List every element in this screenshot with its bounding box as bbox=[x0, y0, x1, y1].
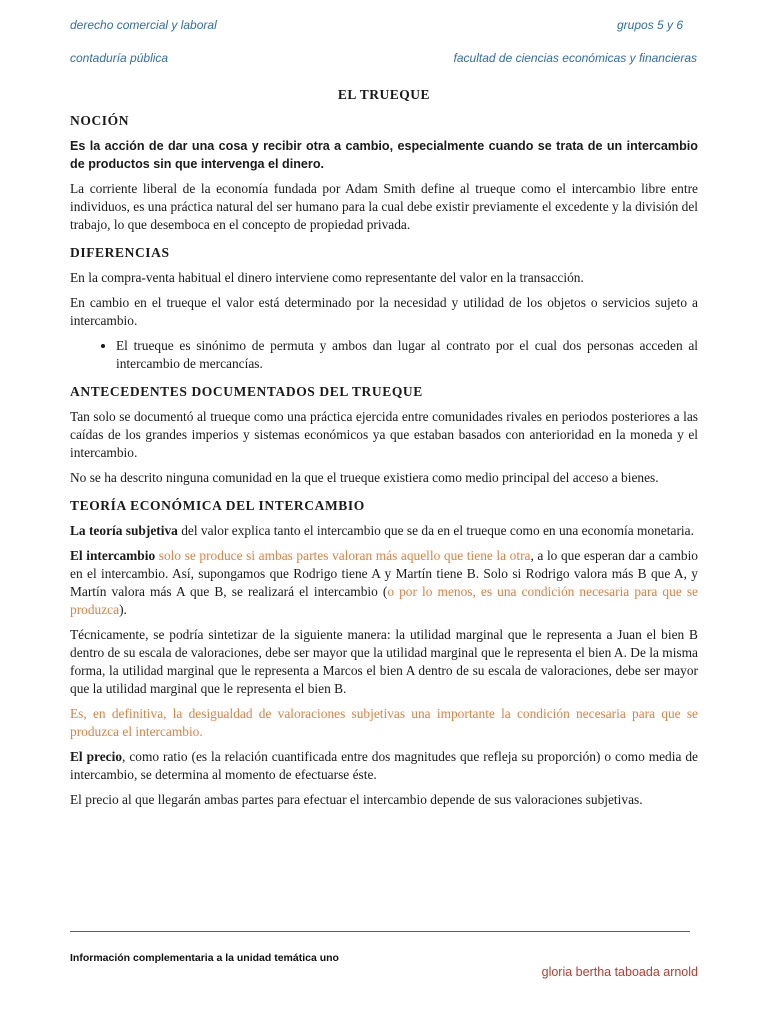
diferencias-paragraph-2: En cambio en el trueque el valor está determinado por la necesidad y utilidad de los objetos o servicios sujeto a intercambio. bbox=[70, 295, 698, 328]
antecedentes-paragraph-1: Tan solo se documentó al trueque como una práctica ejercida entre comunidades rivales en periodos posteriores a las caídas de los grandes imperios y sistemas económicos ya que estaban basados con anterioridad en la moneda y el intercambio. bbox=[70, 409, 698, 460]
teoria-paragraph-2-end: ). bbox=[119, 602, 127, 617]
heading-nocion: NOCIÓN bbox=[70, 113, 130, 128]
teoria-paragraph-2-text: , a lo que esperan dar a cambio en el intercambio. Así, supongamos que Rodrigo tiene A y Martín tiene B. Solo si Rodrigo valora más B que A, y Martín valora más A que B, se realizará el intercambio ( bbox=[70, 548, 698, 599]
heading-antecedentes: ANTECEDENTES DOCUMENTADOS DEL TRUEQUE bbox=[70, 384, 423, 399]
footer-note: Información complementaria a la unidad temática uno bbox=[70, 952, 339, 964]
teoria-paragraph-2 bbox=[70, 547, 698, 619]
diferencias-list bbox=[70, 337, 698, 373]
teoria-paragraph-4-highlight: Es, en definitiva, la desigualdad de valoraciones subjetivas una importante la condición necesaria para que se produzca el intercambio. bbox=[70, 706, 698, 739]
footer-author: gloria bertha taboada arnold bbox=[541, 965, 698, 979]
document-body bbox=[70, 86, 698, 816]
heading-diferencias: DIFERENCIAS bbox=[70, 245, 170, 260]
list-item: • El trueque es sinónimo de permuta y ambos dan lugar al contrato por el cual dos personas acceden al intercambio de mercancías. bbox=[116, 337, 698, 373]
document-title: EL TRUEQUE bbox=[337, 87, 431, 102]
heading-teoria: TEORÍA ECONÓMICA DEL INTERCAMBIO bbox=[70, 498, 365, 513]
highlight-text-1: solo se produce si ambas partes valoran más aquello que tiene la otra bbox=[155, 548, 531, 563]
teoria-paragraph-1-text: del valor explica tanto el intercambio que se da en el trueque como en una economía monetaria. bbox=[177, 523, 694, 538]
nocion-definition: Es la acción de dar una cosa y recibir otra a cambio, especialmente cuando se trata de un intercambio de productos sin que intervenga el dinero. bbox=[70, 139, 698, 171]
teoria-paragraph-1 bbox=[70, 522, 698, 540]
header-faculty: facultad de ciencias económicas y financieras bbox=[453, 51, 697, 65]
nocion-paragraph: La corriente liberal de la economía fundada por Adam Smith define al trueque como el intercambio libre entre individuos, es una práctica natural del ser humano para la cual debe existir previamente el excedente y la división del trabajo, lo que desemboca en el concepto de propiedad privada. bbox=[70, 181, 698, 232]
footer-divider bbox=[70, 931, 690, 932]
precio-term: El precio bbox=[70, 749, 123, 764]
highlight-text-2: o por lo menos, es una condición necesaria para que se produzca bbox=[70, 584, 698, 617]
teoria-paragraph-6: El precio al que llegarán ambas partes para efectuar el intercambio depende de sus valoraciones subjetivas. bbox=[70, 792, 643, 807]
header-course: derecho comercial y laboral bbox=[70, 18, 217, 32]
intercambio-term: El intercambio bbox=[70, 548, 156, 563]
antecedentes-paragraph-2: No se ha descrito ninguna comunidad en la que el trueque existiera como medio principal del acceso a bienes. bbox=[70, 470, 659, 485]
header-groups: grupos 5 y 6 bbox=[617, 18, 684, 32]
teoria-paragraph-3: Técnicamente, se podría sintetizar de la siguiente manera: la utilidad marginal que le representa a Juan el bien B dentro de su escala de valoraciones, debe ser mayor que la utilidad marginal que le representa el bien A. De la misma forma, la utilidad marginal que le representa a Marcos el bien A dentro de su escala de valoraciones, debe ser mayor que la utilidad marginal que le representa el bien B. bbox=[70, 627, 698, 696]
header-career: contaduría pública bbox=[70, 51, 169, 65]
teoria-paragraph-5 bbox=[70, 748, 698, 784]
teoria-paragraph-5-text: , como ratio (es la relación cuantificada entre dos magnitudes que refleja su proporción) o como media de intercambio, se determina al momento de efectuarse éste. bbox=[70, 749, 698, 782]
diferencias-paragraph-1: En la compra-venta habitual el dinero interviene como representante del valor en la transacción. bbox=[70, 270, 584, 285]
teoria-subjetiva-term: La teoría subjetiva bbox=[70, 523, 178, 538]
